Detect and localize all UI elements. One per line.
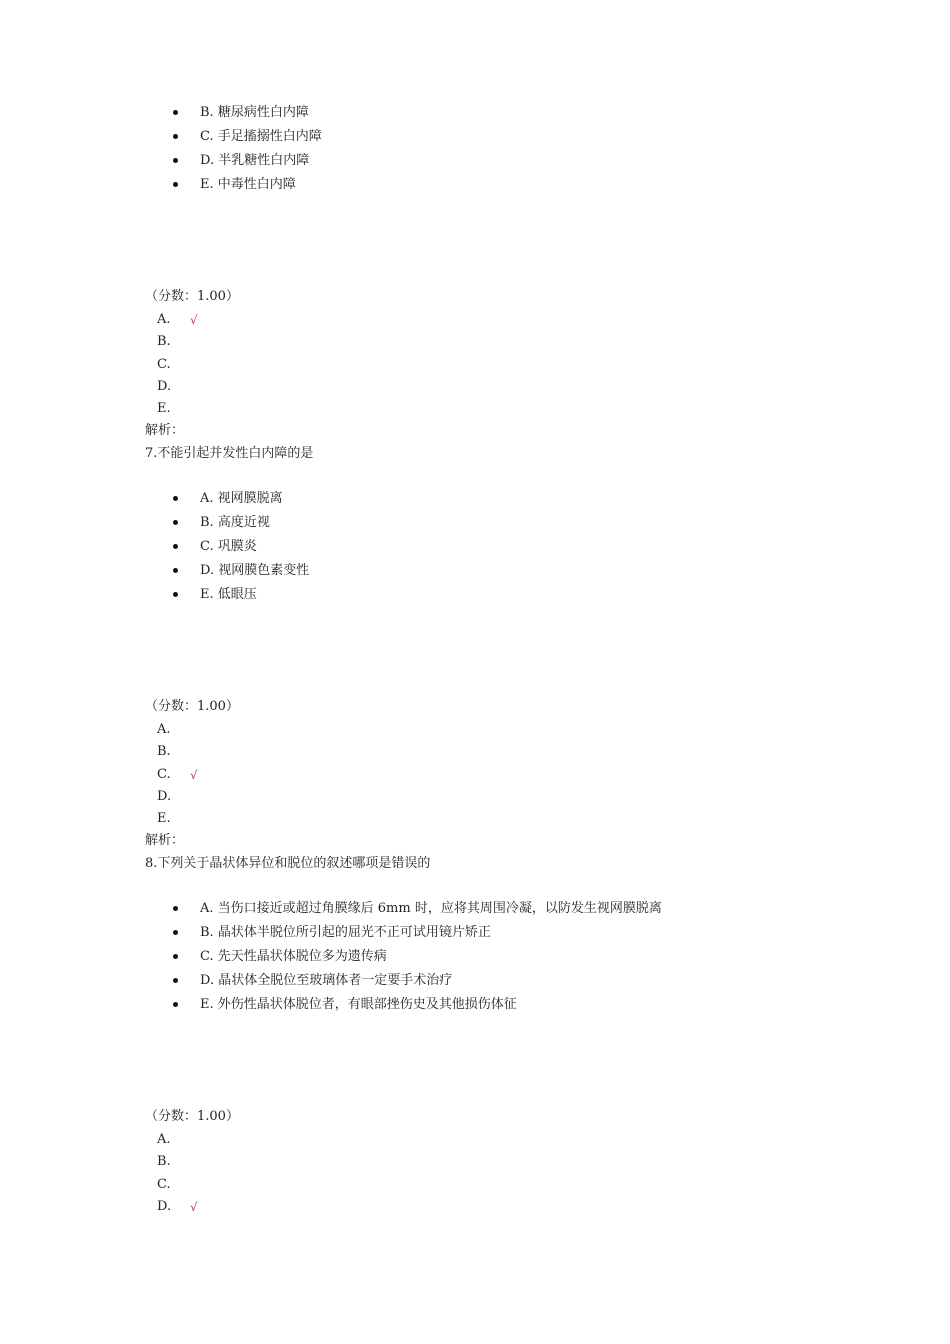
bullet-dot [173, 544, 178, 549]
answer-b: B. [157, 1154, 171, 1169]
bullet-dot [173, 496, 178, 501]
option-a: A. 当伤口接近或超过角膜缘后 6mm 时，应将其周围冷凝，以防发生视网膜脱离 [200, 901, 662, 916]
bullet-dot [173, 568, 178, 573]
option-d: D. 视网膜色素变性 [200, 563, 310, 578]
answer-c: C. [157, 357, 171, 372]
bullet-dot [173, 520, 178, 525]
bullet-dot [173, 592, 178, 597]
answer-e: E. [157, 401, 171, 416]
score-label: （分数：1.00） [145, 289, 239, 304]
option-b: B. 晶状体半脱位所引起的屈光不正可试用镜片矫正 [200, 925, 491, 940]
bullet-dot [173, 1002, 178, 1007]
analysis-label: 解析： [145, 833, 185, 848]
option-b: B. 高度近视 [200, 515, 270, 530]
option-e: E. 中毒性白内障 [200, 177, 296, 192]
answer-c: C. [157, 1177, 171, 1192]
answer-a: A. [157, 722, 171, 737]
answer-b: B. [157, 744, 171, 759]
option-b: B. 糖尿病性白内障 [200, 105, 309, 120]
answer-a: A. [157, 1132, 171, 1147]
bullet-dot [173, 930, 178, 935]
analysis-label: 解析： [145, 423, 185, 438]
bullet-dot [173, 182, 178, 187]
option-d: D. 半乳糖性白内障 [200, 153, 310, 168]
answer-d: D. [157, 1199, 172, 1214]
score-label: （分数：1.00） [145, 1109, 239, 1124]
correct-check-icon: √ [190, 768, 198, 782]
score-label: （分数：1.00） [145, 699, 239, 714]
option-a: A. 视网膜脱离 [200, 491, 283, 506]
option-c: C. 巩膜炎 [200, 539, 257, 554]
bullet-dot [173, 134, 178, 139]
answer-d: D. [157, 789, 172, 804]
option-d: D. 晶状体全脱位至玻璃体者一定要手术治疗 [200, 973, 453, 988]
correct-check-icon: √ [190, 1200, 198, 1214]
bullet-dot [173, 978, 178, 983]
bullet-dot [173, 158, 178, 163]
option-c: C. 先天性晶状体脱位多为遗传病 [200, 949, 387, 964]
answer-d: D. [157, 379, 172, 394]
bullet-dot [173, 906, 178, 911]
correct-check-icon: √ [190, 313, 198, 327]
answer-a: A. [157, 312, 171, 327]
option-c: C. 手足搐搦性白内障 [200, 129, 322, 144]
bullet-dot [173, 954, 178, 959]
answer-b: B. [157, 334, 171, 349]
answer-e: E. [157, 811, 171, 826]
question-7-title: 7.不能引起并发性白内障的是 [145, 446, 314, 461]
bullet-dot [173, 110, 178, 115]
option-e: E. 外伤性晶状体脱位者，有眼部挫伤史及其他损伤体征 [200, 997, 517, 1012]
answer-c: C. [157, 767, 171, 782]
question-8-title: 8.下列关于晶状体异位和脱位的叙述哪项是错误的 [145, 856, 431, 871]
option-e: E. 低眼压 [200, 587, 257, 602]
